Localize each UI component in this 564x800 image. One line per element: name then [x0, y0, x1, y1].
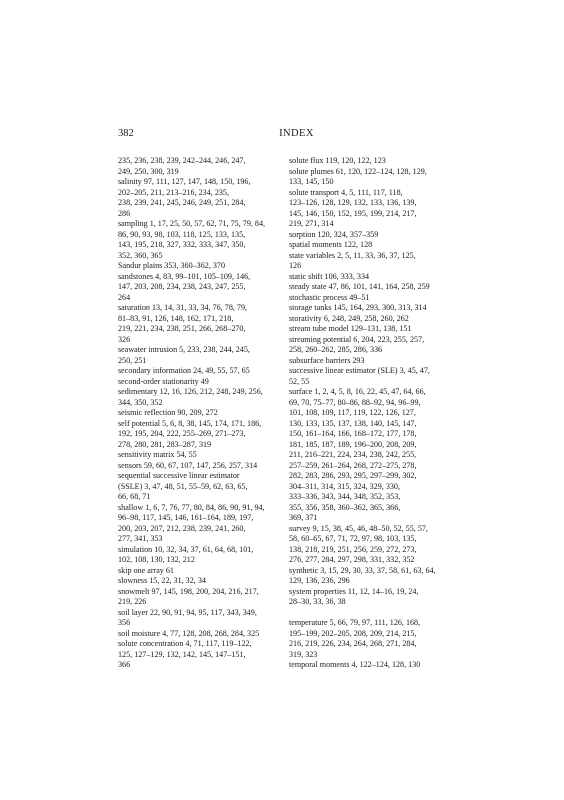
index-entry — [289, 167, 465, 188]
index-entry-line: storativity 6, 248, 249, 258, 260, 262 — [289, 313, 409, 323]
index-entry — [118, 629, 294, 640]
index-entry-line: temporal moments 4, 122–124, 128, 130 — [289, 660, 421, 669]
index-entry-line: saturation 13, 14, 31, 33, 34, 76, 78, 79, — [118, 303, 248, 312]
index-entry-line: solute flux 119, 120, 122, 123 — [289, 156, 386, 165]
index-entry — [289, 156, 465, 167]
index-entry — [118, 366, 294, 377]
index-entry — [289, 356, 465, 367]
index-entry — [289, 335, 465, 356]
index-entry-line: state variables 2, 5, 11, 33, 36, 37, 125, — [289, 250, 416, 260]
index-entry-line: 133, 145, 150 — [289, 177, 334, 186]
index-entry-line: 69, 70, 75–77, 80–86, 88–92, 94, 96–99, — [289, 397, 421, 407]
index-entry-line: snowmelt 97, 145, 198, 200, 204, 216, 217, — [118, 586, 259, 596]
page-number: 382 — [118, 128, 134, 139]
index-entry-line: static shift 106, 333, 334 — [289, 271, 370, 281]
index-entry-line: 192, 195, 204, 222, 255–269, 271–273, — [118, 429, 246, 438]
index-entry-line: 333–336, 343, 344, 348, 352, 353, — [289, 492, 401, 501]
index-entry-line: 129, 136, 236, 296 — [289, 576, 350, 585]
index-entry-line: sorption 120, 324, 357–359 — [289, 229, 379, 239]
index-entry-line: 138, 218, 219, 251, 256, 259, 272, 273, — [289, 544, 417, 554]
index-entry-line: solute concentration 4, 71, 117, 119–122, — [118, 639, 252, 648]
index-entry-line: sensitivity matrix 54, 55 — [118, 450, 197, 459]
running-head: INDEX — [279, 128, 314, 139]
index-entry-line: 143, 195, 218, 327, 332, 333, 347, 350, — [118, 240, 246, 249]
index-entry — [289, 660, 465, 671]
index-entry-line: skip one array 61 — [118, 565, 174, 575]
index-entry — [118, 419, 294, 451]
index-entry-line: 219, 221, 234, 238, 251, 266, 268–270, — [118, 324, 246, 333]
index-entry — [289, 314, 465, 325]
index-entry — [118, 408, 294, 419]
index-entry-line: 282, 283, 286, 293, 295, 297–299, 302, — [289, 471, 417, 480]
index-entry-line: 356 — [118, 618, 131, 627]
index-entry-line: shallow 1, 6, 7, 76, 77, 80, 84, 86, 90, 91, 94, — [118, 502, 265, 512]
index-entry-line: 130, 133, 135, 137, 138, 140, 145, 147, — [289, 418, 417, 428]
index-entry-line: sampling 1, 17, 25, 50, 57, 62, 71, 75, 79, 84, — [118, 219, 266, 228]
index-entry-line: 126 — [289, 261, 302, 270]
index-entry-line: 326 — [118, 334, 131, 344]
index-entry-line: storage tanks 145, 164, 293, 300, 313, 314 — [289, 303, 427, 312]
index-entry — [289, 387, 465, 524]
index-entry — [289, 618, 465, 660]
index-entry-line: 319, 323 — [289, 649, 318, 659]
index-entry-line: 102, 108, 130, 132, 212 — [118, 555, 195, 564]
index-entry — [289, 303, 465, 314]
index-entry — [118, 345, 294, 366]
index-entry-line: 369, 371 — [289, 513, 318, 522]
index-entry-line: 355, 356, 358, 360–362, 365, 366, — [289, 502, 401, 512]
index-entry-line: spatial moments 122, 128 — [289, 240, 373, 249]
index-entry — [118, 450, 294, 461]
index-entry — [118, 177, 294, 219]
index-entry — [118, 576, 294, 587]
index-entry — [289, 272, 465, 283]
index-entry — [289, 587, 465, 608]
index-entry — [118, 545, 294, 566]
index-entry-line: soil moisture 4, 77, 128, 208, 268, 284, 325 — [118, 628, 260, 638]
index-entry-line: Sandur plains 353, 360–362, 370 — [118, 261, 226, 270]
index-entry — [118, 566, 294, 577]
letter-group-gap — [289, 608, 465, 619]
index-entry — [289, 240, 465, 251]
page-header — [118, 128, 475, 142]
index-entry-line: salinity 97, 111, 127, 147, 148, 150, 196, — [118, 177, 251, 186]
index-entry-line: 276, 277, 284, 297, 298, 331, 332, 352 — [289, 555, 415, 564]
index-entry-line: streaming potential 6, 204, 223, 255, 257, — [289, 334, 425, 344]
index-entry-line: 286 — [118, 208, 131, 218]
index-entry — [289, 282, 465, 293]
index-entry-line: 257–259, 261–264, 268, 272–275, 278, — [289, 460, 417, 470]
index-entry-line: 344, 350, 352 — [118, 397, 163, 407]
index-entry — [289, 188, 465, 230]
index-entry-line: simulation 10, 32, 34, 37, 61, 64, 68, 101, — [118, 544, 254, 554]
index-entry-line: successive linear estimator (SLE) 3, 45, 47, — [289, 366, 430, 375]
index-entry-line: 238, 239, 241, 245, 246, 249, 251, 284, — [118, 198, 246, 207]
index-entry-line: seismic reflection 90, 209, 272 — [118, 408, 218, 417]
index-entry-line: 147, 203, 208, 234, 238, 243, 247, 255, — [118, 282, 246, 291]
index-entry-line: sedimentary 12, 16, 126, 212, 248, 249, 256, — [118, 387, 263, 396]
index-entry-line: 28–30, 33, 36, 38 — [289, 597, 346, 606]
index-entry — [118, 219, 294, 261]
index-entry-line: 86, 90, 93, 98, 103, 118, 125, 133, 135, — [118, 229, 246, 239]
index-entry — [289, 324, 465, 335]
index-entry-line: seawater intrusion 5, 233, 238, 244, 245, — [118, 345, 250, 354]
index-entry-line: 101, 108, 109, 117, 119, 122, 126, 127, — [289, 408, 416, 417]
index-entry — [118, 503, 294, 545]
index-column-left — [118, 156, 294, 671]
index-entry — [118, 156, 294, 177]
index-entry-line: second-order stationarity 49 — [118, 376, 209, 386]
index-entry-line: soil layer 22, 90, 91, 94, 95, 117, 343, 349, — [118, 607, 257, 617]
index-entry-line: subsurface barriers 293 — [289, 355, 365, 365]
index-entry-line: solute transport 4, 5, 111, 117, 118, — [289, 187, 403, 197]
index-entry-line: 202–205, 211, 213–216, 234, 235, — [118, 187, 229, 197]
index-entry — [118, 377, 294, 388]
index-entry — [289, 293, 465, 304]
index-entry — [118, 608, 294, 629]
index-entry — [118, 272, 294, 304]
index-entry-line: 211, 216–221, 224, 234, 238, 242, 255, — [289, 450, 417, 459]
index-entry-line: survey 9, 15, 38, 45, 46, 48–50, 52, 55, 57, — [289, 523, 428, 533]
index-entry — [118, 471, 294, 503]
index-entry-line: 366 — [118, 660, 131, 669]
index-entry-line: 277, 341, 353 — [118, 534, 163, 543]
index-entry-line: 352, 360, 365 — [118, 250, 163, 260]
index-entry — [118, 461, 294, 472]
index-entry-line: 150, 161–164, 166, 168–172, 177, 178, — [289, 429, 417, 438]
index-entry-line: stochastic process 49–51 — [289, 292, 370, 302]
index-entry-line: 66, 68, 71 — [118, 492, 151, 501]
index-entry — [289, 366, 465, 387]
index-entry-line: self potential 5, 6, 8, 38, 145, 174, 171, 186, — [118, 418, 262, 428]
index-entry — [118, 639, 294, 671]
index-entry — [289, 524, 465, 566]
index-entry-line: 125, 127–129, 132, 142, 145, 147–151, — [118, 649, 246, 659]
index-entry-line: 145, 146, 150, 152, 195, 199, 214, 217, — [289, 208, 417, 218]
index-entry-line: 181, 185, 187, 189, 196–200, 208, 209, — [289, 439, 417, 449]
index-entry-line: 219, 226 — [118, 597, 147, 606]
index-entry-line: steady state 47, 86, 101, 141, 164, 258, 259 — [289, 282, 430, 291]
index-entry-line: 258, 260–262, 285, 286, 336 — [289, 345, 383, 354]
index-entry-line: solute plumes 61, 120, 122–124, 128, 129, — [289, 166, 427, 176]
index-entry-line: 52, 55 — [289, 376, 310, 386]
index-entry-line: (SSLE) 3, 47, 48, 51, 55–59, 62, 63, 65, — [118, 481, 248, 491]
index-column-right — [289, 156, 465, 671]
index-entry-line: 249, 250, 300, 319 — [118, 166, 179, 176]
index-entry-line: temperature 5, 66, 79, 97, 111, 126, 168, — [289, 618, 421, 627]
index-entry-line: 96–98, 117, 145, 146, 161–164, 189, 197, — [118, 513, 254, 522]
index-entry-line: 216, 219, 226, 234, 264, 268, 271, 284, — [289, 639, 417, 648]
index-entry-line: 264 — [118, 292, 131, 302]
index-entry-line: slowness 15, 22, 31, 32, 34 — [118, 576, 206, 585]
index-entry-line: surface 1, 2, 4, 5, 8, 16, 22, 45, 47, 64, 66, — [289, 387, 426, 396]
index-entry-line: 58, 60–65, 67, 71, 72, 97, 98, 103, 135, — [289, 534, 417, 543]
index-entry-line: 123–126, 128, 129, 132, 133, 136, 139, — [289, 198, 417, 207]
index-entry-line: 304–311, 314, 315, 324, 329, 330, — [289, 481, 400, 491]
index-entry-line: secondary information 24, 49, 55, 57, 65 — [118, 366, 250, 375]
index-entry-line: system properties 11, 12, 14–16, 19, 24, — [289, 586, 419, 596]
index-entry-line: stream tube model 129–131, 138, 151 — [289, 324, 412, 333]
index-entry-line: sequential successive linear estimator — [118, 471, 240, 480]
index-entry-line: 278, 280, 281, 283–287, 319 — [118, 439, 212, 449]
index-entry-line: sensors 59, 60, 67, 107, 147, 256, 257, 314 — [118, 460, 258, 470]
index-entry-line: 81–83, 91, 126, 148, 162, 171, 218, — [118, 313, 234, 323]
index-entry-line: 200, 203, 207, 212, 238, 239, 241, 260, — [118, 523, 246, 533]
index-entry-line: 195–199, 202–205, 208, 209, 214, 215, — [289, 628, 417, 638]
index-entry-line: sandstones 4, 83, 99–101, 105–109, 146, — [118, 271, 251, 281]
index-entry-line: synthetic 3, 15, 29, 30, 33, 37, 58, 61, 63, 64, — [289, 565, 436, 575]
index-entry — [289, 251, 465, 272]
index-entry — [289, 230, 465, 241]
index-entry — [118, 387, 294, 408]
index-entry — [118, 303, 294, 345]
index-entry — [118, 261, 294, 272]
index-entry-line: 219, 271, 314 — [289, 219, 334, 228]
index-entry — [118, 587, 294, 608]
index-entry-line: 235, 236, 238, 239, 242–244, 246, 247, — [118, 156, 246, 165]
index-entry-line: 250, 251 — [118, 355, 147, 365]
index-entry — [289, 566, 465, 587]
